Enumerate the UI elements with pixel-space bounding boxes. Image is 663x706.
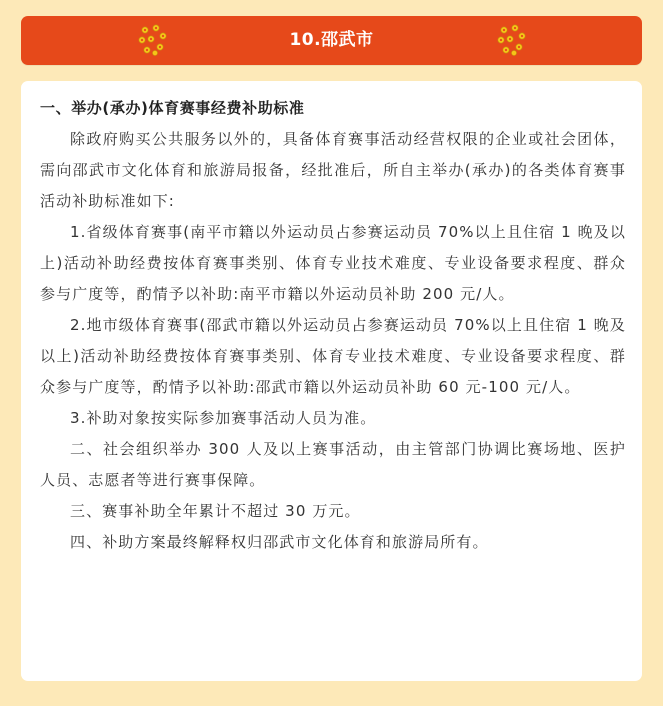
title-banner: [21, 16, 642, 65]
paragraph-city-events: 2.地市级体育赛事(邵武市籍以外运动员占参赛运动员 70%以上且住宿 1 晚及以上)活动补助经费按体育赛事类别、体育专业技术难度、专业设备要求程度、群众参与广度等，酌情予以补助:邵武市籍以外运动员补助 60 元-100 元/人。: [40, 316, 626, 396]
section-heading: 一、举办(承办)体育赛事经费补助标准: [40, 99, 305, 117]
paragraph-subsidy-basis: 3.补助对象按实际参加赛事活动人员为准。: [70, 409, 377, 427]
paragraph-section-four: 四、补助方案最终解释权归邵武市文化体育和旅游局所有。: [70, 533, 489, 551]
paragraph-provincial-events: 1.省级体育赛事(南平市籍以外运动员占参赛运动员 70%以上且住宿 1 晚及以上)活动补助经费按体育赛事类别、体育专业技术难度、专业设备要求程度、群众参与广度等，酌情予以补助:南平市籍以外运动员补助 200 元/人。: [40, 223, 626, 303]
page-title: 10.邵武市: [289, 30, 374, 50]
policy-text: [40, 93, 626, 558]
paragraph-intro: 除政府购买公共服务以外的，具备体育赛事活动经营权限的企业或社会团体，需向邵武市文化体育和旅游局报备，经批准后，所自主举办(承办)的各类体育赛事活动补助标准如下:: [40, 130, 626, 210]
paragraph-section-two: 二、社会组织举办 300 人及以上赛事活动，由主管部门协调比赛场地、医护人员、志愿者等进行赛事保障。: [40, 440, 626, 489]
content-card: [21, 81, 642, 681]
paragraph-section-three: 三、赛事补助全年累计不超过 30 万元。: [70, 502, 361, 520]
flower-cluster-icon: [495, 23, 529, 57]
